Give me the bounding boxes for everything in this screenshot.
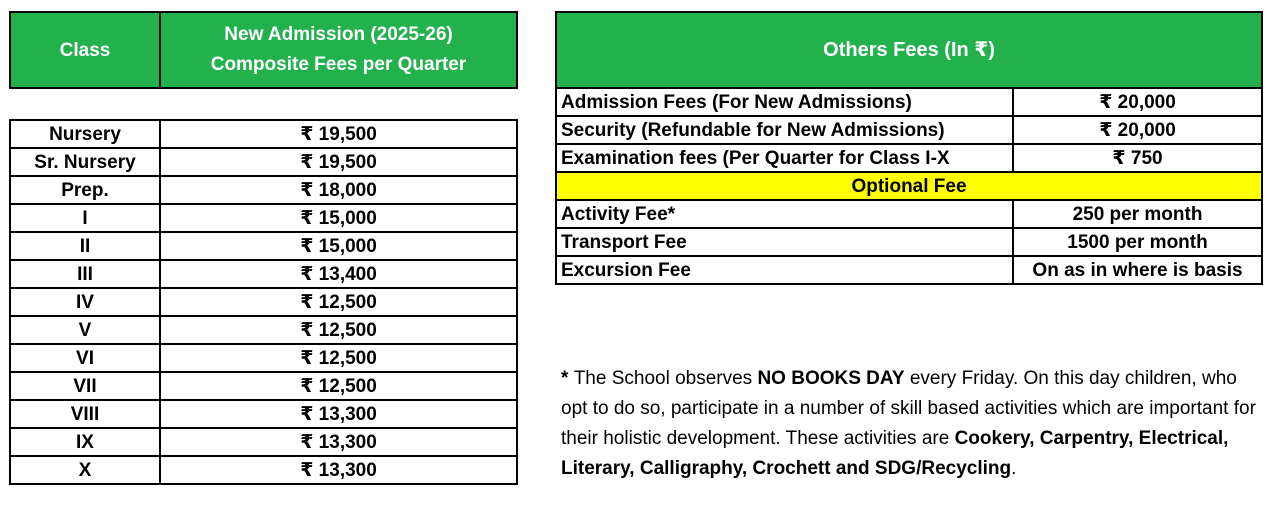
fee-label-cell: Transport Fee xyxy=(556,228,1013,256)
fee-value-cell: 250 per month xyxy=(1013,200,1262,228)
class-column-header: Class xyxy=(10,12,160,88)
class-cell: IX xyxy=(10,428,160,456)
table-row xyxy=(10,176,517,204)
class-cell: VI xyxy=(10,344,160,372)
note-asterisk: * xyxy=(561,368,574,389)
optional-fee-row xyxy=(556,172,1262,200)
fee-cell: ₹ 19,500 xyxy=(160,148,517,176)
fee-value-cell: On as in where is basis xyxy=(1013,256,1262,284)
table-row xyxy=(10,260,517,288)
class-cell: X xyxy=(10,456,160,484)
table-row xyxy=(556,256,1262,284)
fee-value-cell: 1500 per month xyxy=(1013,228,1262,256)
fee-cell: ₹ 15,000 xyxy=(160,232,517,260)
fee-cell: ₹ 18,000 xyxy=(160,176,517,204)
class-cell: VII xyxy=(10,372,160,400)
class-cell: Nursery xyxy=(10,120,160,148)
class-cell: Prep. xyxy=(10,176,160,204)
other-fees-table xyxy=(555,11,1263,285)
fee-label-cell: Activity Fee* xyxy=(556,200,1013,228)
table-row xyxy=(10,372,517,400)
fee-label-cell: Excursion Fee xyxy=(556,256,1013,284)
fee-cell: ₹ 13,300 xyxy=(160,428,517,456)
table-row xyxy=(556,144,1262,172)
fee-value-cell: ₹ 20,000 xyxy=(1013,116,1262,144)
table-row xyxy=(10,316,517,344)
table-row xyxy=(10,456,517,484)
note-text-1: The School observes xyxy=(573,368,758,389)
table-row xyxy=(556,116,1262,144)
class-cell: I xyxy=(10,204,160,232)
note-highlight-no-books-day: NO BOOKS DAY xyxy=(757,368,905,389)
fee-cell: ₹ 13,300 xyxy=(160,400,517,428)
no-books-day-note xyxy=(561,364,1261,484)
class-fee-header xyxy=(9,11,518,89)
table-row xyxy=(10,148,517,176)
table-row xyxy=(10,344,517,372)
fee-value-cell: ₹ 750 xyxy=(1013,144,1262,172)
table-row xyxy=(10,120,517,148)
fee-cell: ₹ 12,500 xyxy=(160,372,517,400)
fee-cell: ₹ 19,500 xyxy=(160,120,517,148)
table-row xyxy=(10,288,517,316)
fee-cell: ₹ 12,500 xyxy=(160,288,517,316)
note-text-2: every Friday. On this day children, who opt to do so, participate in a number of skill based activities which are important for their holistic development. These activities are xyxy=(561,368,1256,449)
class-cell: V xyxy=(10,316,160,344)
fee-cell: ₹ 15,000 xyxy=(160,204,517,232)
class-fee-table xyxy=(9,119,518,485)
class-cell: III xyxy=(10,260,160,288)
table-row xyxy=(556,88,1262,116)
class-cell: IV xyxy=(10,288,160,316)
fee-cell: ₹ 13,300 xyxy=(160,456,517,484)
fee-cell: ₹ 13,400 xyxy=(160,260,517,288)
fee-value-cell: ₹ 20,000 xyxy=(1013,88,1262,116)
fee-cell: ₹ 12,500 xyxy=(160,316,517,344)
table-row xyxy=(10,428,517,456)
note-highlight-activities: Cookery, Carpentry, Electrical, Literary, Calligraphy, Crochett and SDG/Recycling xyxy=(561,428,1229,479)
class-cell: Sr. Nursery xyxy=(10,148,160,176)
fee-label-cell: Examination fees (Per Quarter for Class I-X xyxy=(556,144,1013,172)
table-row xyxy=(10,204,517,232)
table-row xyxy=(556,200,1262,228)
table-row xyxy=(10,400,517,428)
fee-column-header xyxy=(160,12,517,88)
fee-header-line1: New Admission (2025-26) xyxy=(224,24,453,45)
table-row xyxy=(10,232,517,260)
note-text-3: . xyxy=(1011,458,1017,479)
class-cell: VIII xyxy=(10,400,160,428)
fee-header-line2: Composite Fees per Quarter xyxy=(210,54,467,75)
fee-label-cell: Security (Refundable for New Admissions) xyxy=(556,116,1013,144)
fee-cell: ₹ 12,500 xyxy=(160,344,517,372)
optional-fee-title: Optional Fee xyxy=(556,172,1262,200)
table-row xyxy=(556,228,1262,256)
fee-label-cell: Admission Fees (For New Admissions) xyxy=(556,88,1013,116)
other-fees-title: Others Fees (In ₹) xyxy=(556,12,1262,88)
class-cell: II xyxy=(10,232,160,260)
